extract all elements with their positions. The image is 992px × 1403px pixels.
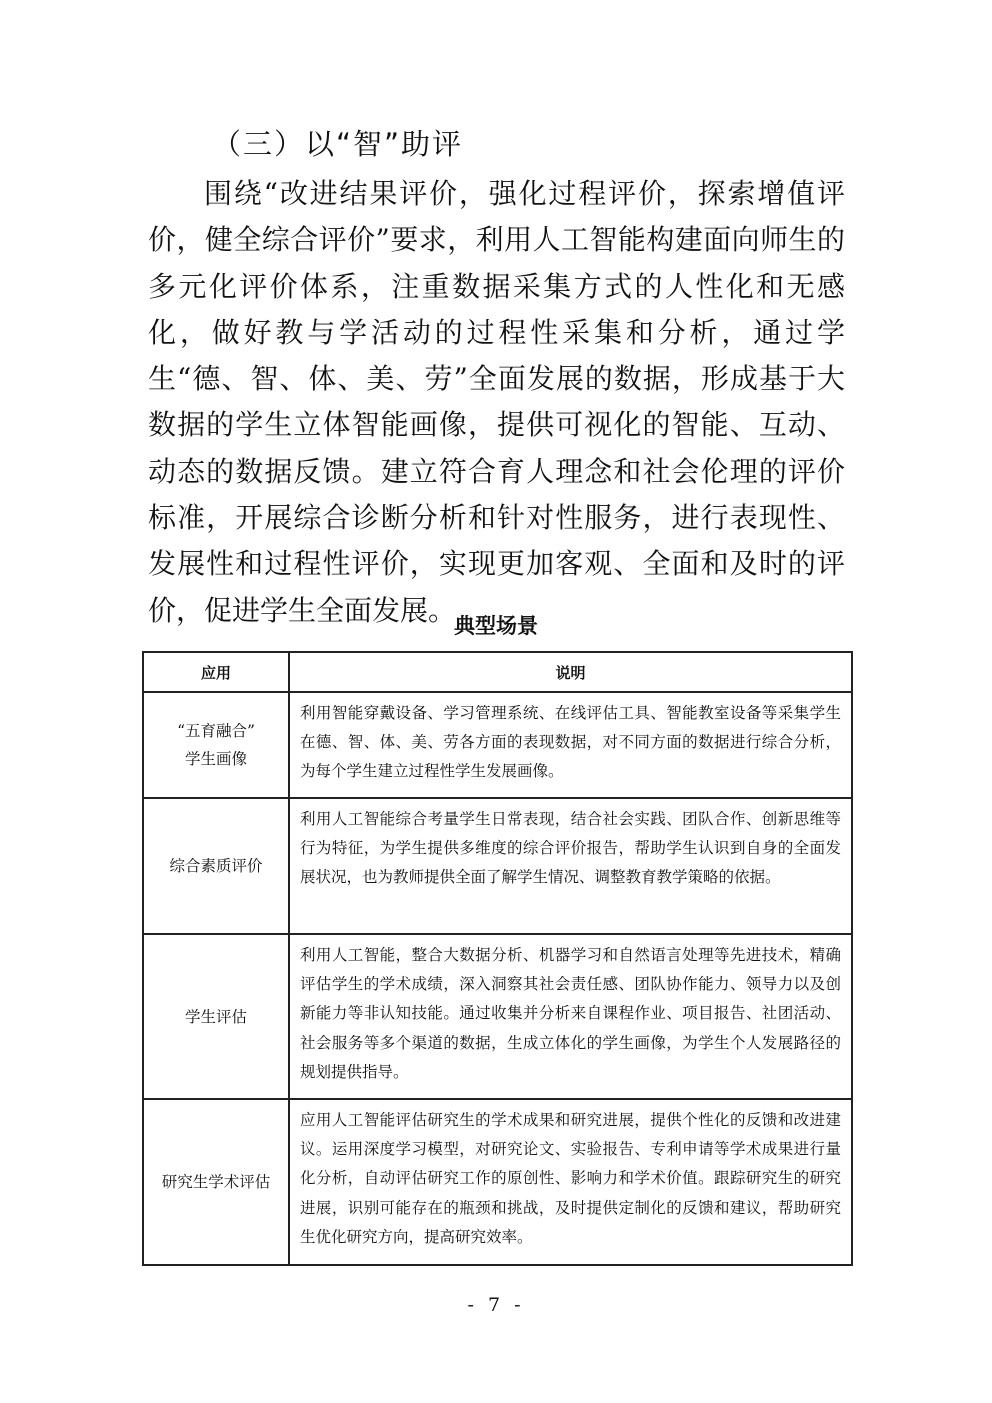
table-title: 典型场景 <box>454 614 538 638</box>
description-cell: 应用人工智能评估研究生的学术成果和研究进展，提供个性化的反馈和改进建议。运用深度学习模型，对研究论文、实验报告、专利申请等学术成果进行量化分析，自动评估研究工作的原创性、影响力和学术价值。跟踪研究生的研究进展，识别可能存在的瓶颈和挑战，及时提供定制化的反馈和建议，帮助研究生优化研究方向，提高研究效率。 <box>289 1099 852 1265</box>
application-name-line: 研究生学术评估 <box>161 1173 271 1191</box>
application-cell <box>143 1099 289 1265</box>
section-heading: （三）以“智”助评 <box>212 127 464 161</box>
table-row <box>143 934 852 1099</box>
column-header-description: 说明 <box>289 652 852 692</box>
application-name-line: “五育融合” <box>177 722 255 740</box>
description-cell: 利用智能穿戴设备、学习管理系统、在线评估工具、智能教室设备等采集学生在德、智、体、美、劳各方面的表现数据，对不同方面的数据进行综合分析，为每个学生建立过程性学生发展画像。 <box>289 692 852 798</box>
description-cell: 利用人工智能综合考量学生日常表现，结合社会实践、团队合作、创新思维等行为特征，为学生提供多维度的综合评价报告，帮助学生认识到自身的全面发展状况，也为教师提供全面了解学生情况、调整教育教学策略的依据。 <box>289 798 852 934</box>
table-row <box>143 798 852 934</box>
column-header-application: 应用 <box>143 652 289 692</box>
description-cell: 利用人工智能，整合大数据分析、机器学习和自然语言处理等先进技术，精确评估学生的学术成绩，深入洞察其社会责任感、团队协作能力、领导力以及创新能力等非认知技能。通过收集并分析来自课程作业、项目报告、社团活动、社会服务等多个渠道的数据，生成立体化的学生画像，为学生个人发展路径的规划提供指导。 <box>289 934 852 1099</box>
table-header-row <box>143 652 852 692</box>
table-row <box>143 692 852 798</box>
table-row <box>143 1099 852 1265</box>
page-number: - 7 - <box>467 1294 525 1316</box>
application-name-line: 综合素质评价 <box>169 857 263 875</box>
application-cell <box>143 692 289 798</box>
scenario-table <box>142 651 853 1266</box>
application-cell <box>143 934 289 1099</box>
application-name-line: 学生评估 <box>184 1007 247 1026</box>
application-name-line: 学生画像 <box>184 750 247 768</box>
application-cell <box>143 798 289 934</box>
body-paragraph: 围绕“改进结果评价，强化过程评价，探索增值评价，健全综合评价”要求，利用人工智能构建面向师生的多元化评价体系，注重数据采集方式的人性化和无感化，做好教与学活动的过程性采集和分析，通过学生“德、智、体、美、劳”全面发展的数据，形成基于大数据的学生立体智能画像，提供可视化的智能、互动、动态的数据反馈。建立符合育人理念和社会伦理的评价标准，开展综合诊断分析和针对性服务，进行表现性、发展性和过程性评价，实现更加客观、全面和及时的评价，促进学生全面发展。 <box>148 177 845 627</box>
